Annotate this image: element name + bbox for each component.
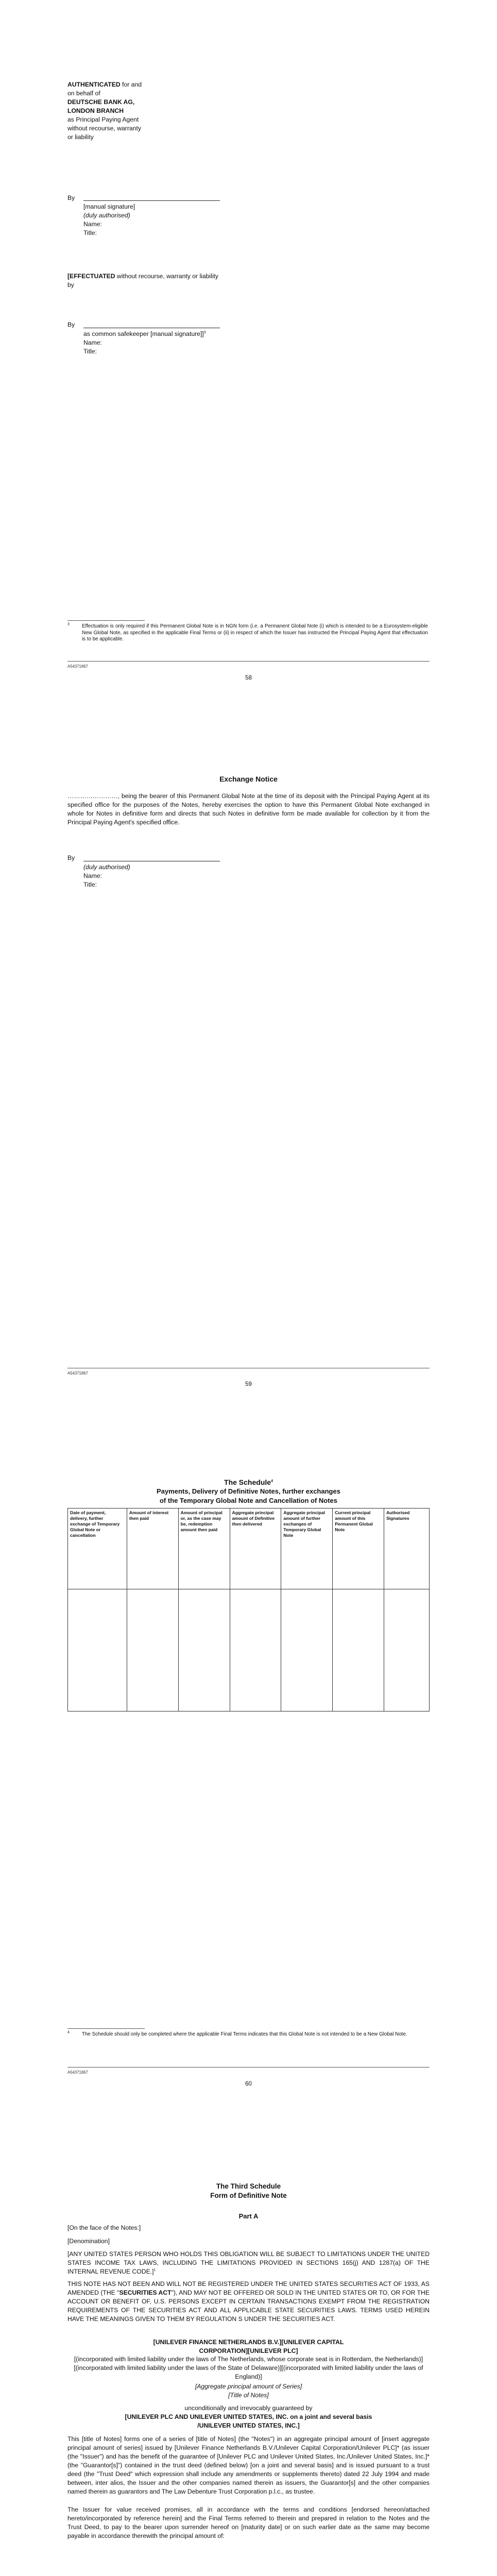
table-row bbox=[68, 1589, 430, 1711]
face-of-notes: [On the face of the Notes:] bbox=[67, 2224, 141, 2231]
table-cell bbox=[281, 1589, 333, 1711]
footnote-rule bbox=[67, 2028, 145, 2029]
document-reference: A54371867 bbox=[67, 2070, 88, 2075]
duly-authorised: (duly authorised) bbox=[83, 863, 130, 871]
table-cell bbox=[384, 1589, 430, 1711]
duly-authorised: (duly authorised) bbox=[83, 212, 130, 219]
column-header: Authorised Signatures bbox=[384, 1509, 430, 1589]
footnote: $^4$ The Schedule should only be completed where the applicable Final Terms indicates that this Global Note is not intended to be a New Global Note. bbox=[67, 2030, 407, 2037]
by-label: By bbox=[67, 854, 75, 861]
aggregate-amount: [Aggregate principal amount of Series] bbox=[195, 2383, 302, 2390]
signature-details bbox=[83, 863, 130, 889]
column-header: Aggregate principal amount of Definitive then delivered bbox=[230, 1509, 281, 1589]
name-label: Name: bbox=[83, 872, 102, 879]
page-number: 58 bbox=[245, 675, 252, 681]
column-header: Date of payment, delivery, further exchange of Temporary Global Note or cancellation bbox=[68, 1509, 127, 1589]
manual-signature: [manual signature] bbox=[83, 203, 135, 210]
page-bottom-rule bbox=[67, 661, 430, 662]
exchange-notice-body: ……………………, being the bearer of this Permanent Global Note at the time of its deposit with the Principal Paying Agent at its specified office for the purposes of the Notes, hereby exercises the option to have this Permanent Global Note exchanged in whole for Notes in definitive form and directs that such Notes in definitive form be made available for collection by it from the Principal Paying Agent's specified office. bbox=[67, 792, 430, 826]
schedule-subtitle-1: Payments, Delivery of Definitive Notes, further exchanges bbox=[157, 1487, 340, 1495]
by-label-2: By bbox=[67, 321, 75, 328]
footnote: $^3$ Effectuation is only required if this Permanent Global Note is in NGN form (i.e. a Permanent Global Note (i) which is intended to be a Eurosystem-eligible New Global Note, as specified in the applicable Final Terms or (ii) in respect of which the Issuer has instructed the Principal Paying Agent that effectuation is to be applicable. bbox=[67, 622, 428, 642]
effectuation-block: [EFFECTUATED without recourse, warranty or liability by bbox=[67, 273, 219, 289]
authenticated-label: AUTHENTICATED bbox=[67, 81, 121, 88]
table-cell bbox=[178, 1589, 230, 1711]
tax-legend: [ANY UNITED STATES PERSON WHO HOLDS THIS OBLIGATION WILL BE SUBJECT TO LIMITATIONS UNDER THE UNITED STATES INCOME TAX LAWS, INCLUDING THE LIMITATIONS PROVIDED IN SECTIONS 165(j) AND 1287(a) OF THE INTERNAL REVENUE CODE.]$^1$ bbox=[67, 2250, 430, 2275]
safekeeper-details bbox=[83, 330, 206, 356]
table-cell bbox=[333, 1589, 384, 1711]
document-reference: A54371867 bbox=[67, 664, 88, 669]
title-label: Title: bbox=[83, 229, 97, 236]
guarantors: [UNILEVER PLC AND UNILEVER UNITED STATES, INC. on a joint and several basis /UNILEVER UNITED STATES, INC.] bbox=[125, 2413, 372, 2429]
issuer-name: [UNILEVER FINANCE NETHERLANDS B.V.][UNILEVER CAPITAL CORPORATION][UNILEVER PLC] bbox=[153, 2338, 344, 2354]
column-header: Amount of interest then paid bbox=[127, 1509, 178, 1589]
without-recourse-text: without recourse, warranty or liability bbox=[67, 125, 141, 141]
table-cell bbox=[68, 1589, 127, 1711]
signature-line bbox=[83, 200, 220, 201]
page-title: Exchange Notice bbox=[219, 775, 278, 783]
issuer-promise: The Issuer for value received promises, all in accordance with the terms and conditions [endorsed hereon/attached hereto/incorporated by reference herein] and the Final Terms referred to therein and prepared in relation to the Notes and the Trust Deed, to pay to the bearer upon surrender hereof on [maturity date] or on such earlier date as the same may become payable in accordance therewith the principal amount of: bbox=[67, 2506, 430, 2539]
column-header: Amount of principal or, as the case may be, redemption amount then paid bbox=[178, 1509, 230, 1589]
schedule-table bbox=[67, 1508, 430, 1711]
form-heading: Form of Definitive Note bbox=[210, 2192, 287, 2199]
schedule-title: The Schedule$^4$ bbox=[224, 1478, 273, 1486]
page-59 bbox=[0, 703, 497, 1406]
column-header: Aggregate principal amount of further exchanges of Temporary Global Note bbox=[281, 1509, 333, 1589]
page-61 bbox=[0, 2110, 497, 2576]
guarantee-intro: unconditionally and irrevocably guaranteed by bbox=[184, 2404, 313, 2412]
incorporation-text: [(incorporated with limited liability under the laws of The Netherlands, whose corporate seat is in Rotterdam, the Netherlands)][(incorporated with limited liability under the laws of the State of Delaware)][(incorporated with limited liability under the laws of England)] bbox=[74, 2355, 423, 2380]
name-label-2: Name: bbox=[83, 339, 102, 346]
title-of-notes: [Title of Notes] bbox=[228, 2392, 269, 2399]
notes-description: This [title of Notes] forms one of a series of [title of Notes] (the "Notes") in an aggregate principal amount of [insert aggregate principal amount of series] issued by [Unilever Finance Netherlands B.V./Unilever Capital Corporation/Unilever PLC]* (as issuer (the "Issuer") and has the benefit of the guarantee of [Unilever PLC and Unilever United States, Inc./Unilever United States, Inc.]* (the "Guarantor[s]") contained in the trust deed (defined below) [on a joint and several basis] and is issued pursuant to a trust deed (the "Trust Deed" which expression shall include any amendments or supplements thereto) dated 22 July 1994 and made between, inter alios, the Issuer and the other companies named therein as issuers, the Guarantor[s] and the other companies named therein as guarantors and The Law Debenture Trust Corporation p.l.c., as trustee. bbox=[67, 2435, 430, 2495]
bank-name: DEUTSCHE BANK AG, LONDON BRANCH bbox=[67, 98, 135, 114]
footnote-rule bbox=[67, 620, 145, 621]
title-label-2: Title: bbox=[83, 348, 97, 355]
by-label: By bbox=[67, 194, 75, 201]
table-cell bbox=[127, 1589, 178, 1711]
table-cell bbox=[230, 1589, 281, 1711]
page-number: 59 bbox=[245, 1381, 252, 1387]
column-header: Current principal amount of this Permanent Global Note bbox=[333, 1509, 384, 1589]
common-safekeeper-text: as common safekeeper [manual signature]]$^3$ bbox=[83, 330, 206, 337]
paying-agent-role: as Principal Paying Agent bbox=[67, 116, 139, 123]
part-heading: Part A bbox=[238, 2212, 259, 2220]
page-number: 60 bbox=[245, 2081, 252, 2087]
table-header-row bbox=[68, 1509, 430, 1589]
authentication-block: AUTHENTICATED for and on behalf of DEUTSCHE BANK AG, LONDON BRANCH as Principal Paying Agent without recourse, warranty or liability bbox=[67, 80, 145, 142]
document-reference: A54371867 bbox=[67, 1371, 88, 1376]
schedule-subtitle-2: of the Temporary Global Note and Cancellation of Notes bbox=[159, 1497, 338, 1504]
page-60 bbox=[0, 1406, 497, 2110]
effectuated-label: [EFFECTUATED bbox=[67, 273, 115, 280]
name-label: Name: bbox=[83, 221, 102, 228]
denomination: [Denomination] bbox=[67, 2238, 110, 2245]
schedule-heading: The Third Schedule bbox=[216, 2182, 281, 2190]
signature-details bbox=[83, 202, 135, 238]
page-58 bbox=[0, 0, 497, 703]
title-label: Title: bbox=[83, 881, 97, 888]
securities-act-legend: THIS NOTE HAS NOT BEEN AND WILL NOT BE REGISTERED UNDER THE UNITED STATES SECURITIES ACT OF 1933, AS AMENDED (THE "SECURITIES ACT"), AND MAY NOT BE OFFERED OR SOLD IN THE UNITED STATES OR TO, OR FOR THE ACCOUNT OR BENEFIT OF, U.S. PERSONS EXCEPT IN CERTAIN TRANSACTIONS EXEMPT FROM THE REGISTRATION REQUIREMENTS OF THE SECURITIES ACT AND ALL APPLICABLE STATE SECURITIES LAWS. TERMS USED HEREIN HAVE THE MEANINGS GIVEN TO THEM BY REGULATION S UNDER THE SECURITIES ACT. bbox=[67, 2280, 430, 2323]
